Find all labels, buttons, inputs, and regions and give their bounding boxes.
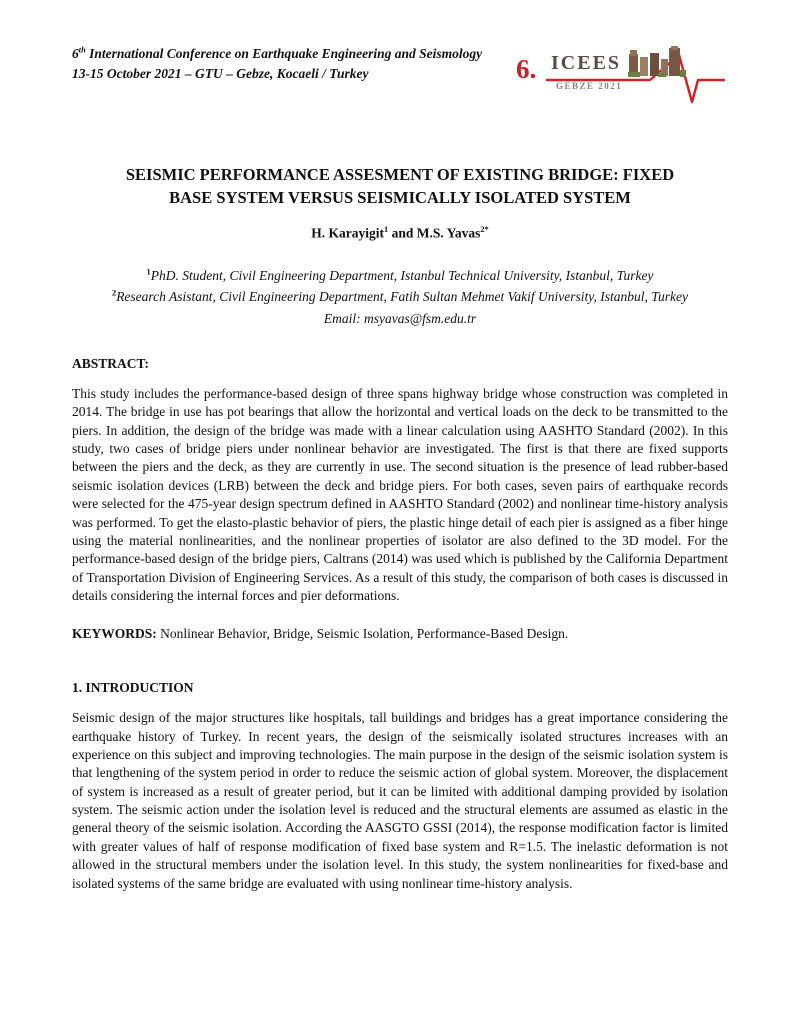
affiliations-block [72, 265, 728, 329]
affiliation-2 [72, 286, 728, 307]
logo-acronym: ICEES [551, 52, 622, 74]
keywords-label: KEYWORDS: [72, 626, 157, 642]
affiliation-1-text: PhD. Student, Civil Engineering Department, Istanbul Technical University, Istanbul, Turkey [150, 268, 654, 284]
author-1-affiliation-mark: 1 [384, 224, 389, 234]
abstract-heading: ABSTRACT: [72, 356, 150, 372]
paper-title-line1: SEISMIC PERFORMANCE ASSESMENT OF EXISTING BRIDGE: FIXED [125, 165, 675, 184]
affiliation-2-mark: 2 [112, 288, 117, 298]
paper-title-line2: BASE SYSTEM VERSUS SEISMICALLY ISOLATED SYSTEM [169, 187, 631, 207]
conference-name-ordinal: th [78, 45, 86, 55]
buildings-icon [628, 46, 686, 78]
introduction-paragraph: Seismic design of the major structures like hospitals, tall buildings and bridges has a great importance considering the earthquake history of Turkey. In recent years, the design of the seismically isolated structures increases with an experience on this subject and improving technologies. The main purpose in the design of the seismic isolation system is that lengthening of the system period in order to reduce the seismic action of global system. Moreover, the displacement of system is increased as a result of greater period, but it can be limited with additional damping provided by isolation system. The seismic action under the isolation level is reduced and the structural elements are assumed as elastic in the general theory of the seismic isolation. According the AASGTO GSSI (2014), the response modification factor is limited with greater values of half of response modification of fixed base system and R=1.5. The inelastic deformation is not allowed in the structural members under the isolation level. In this study, the system nonlinearities for fixed-base and isolated systems of the same bridge are evaluated with using nonlinear time-history analysis. [72, 710, 728, 891]
page-header [72, 44, 728, 108]
conference-name-prefix: 6 [72, 46, 79, 61]
affiliation-2-text: Research Asistant, Civil Engineering Department, Fatih Sultan Mehmet Vakif University, Istanbul, Turkey [116, 289, 688, 305]
conference-date-line: 13-15 October 2021 – GTU – Gebze, Kocaeli / Turkey [72, 66, 369, 82]
authors-separator: and [388, 225, 417, 241]
paper-title [72, 164, 728, 210]
conference-name-rest: International Conference on Earthquake Engineering and Seismology [85, 46, 483, 61]
affiliation-1-mark: 1 [146, 267, 151, 277]
affiliation-1 [72, 265, 728, 286]
authors-line [72, 225, 728, 242]
author-2: M.S. Yavas [416, 225, 481, 241]
author-1: H. Karayigit [311, 225, 385, 241]
contact-email: Email: msyavas@fsm.edu.tr [323, 310, 477, 326]
author-2-affiliation-mark: 2* [480, 224, 489, 234]
conference-name-line [72, 44, 482, 64]
logo-number: 6. [516, 54, 537, 84]
conference-header-text [72, 44, 482, 85]
keywords-line [72, 626, 728, 642]
conference-logo [516, 44, 728, 108]
abstract-paragraph: This study includes the performance-based design of three spans highway bridge whose construction was completed in 2014. The bridge in use has pot bearings that allow the horizontal and vertical loads on the deck to be transmitted to the piers. In addition, the design of the bridge was made with a linear calculation using AASHTO Standard (2002). In this study, two cases of bridge piers under nonlinear behavior are investigated. The first is that there are fixed supports between the piers and the deck, as they are currently in use. The second situation is the presence of lead rubber-based seismic isolation devices (LRB) between the deck and bridge piers. For both cases, seven pairs of earthquake records were selected for the 475-year design spectrum defined in AASHTO Standard (2002) and nonlinear time-history analysis was performed. To get the elasto-plastic behavior of piers, the plastic hinge detail of each pier is assigned as a fiber hinge using the material nonlinearities, and the nonlinear properties of isolator are also defined to the 3D model. For the performance-based design of the bridge piers, Caltrans (2014) was used which is published by the California Department of Transportation Division of Engineering Services. As a result of this study, the comparison of both cases is discussed in details considering the internal forces and pier deformations. [72, 386, 728, 603]
keywords-text: Nonlinear Behavior, Bridge, Seismic Isolation, Performance-Based Design. [156, 626, 569, 642]
introduction-heading: 1. INTRODUCTION [72, 680, 194, 696]
logo-subtitle: GEBZE 2021 [556, 81, 623, 91]
